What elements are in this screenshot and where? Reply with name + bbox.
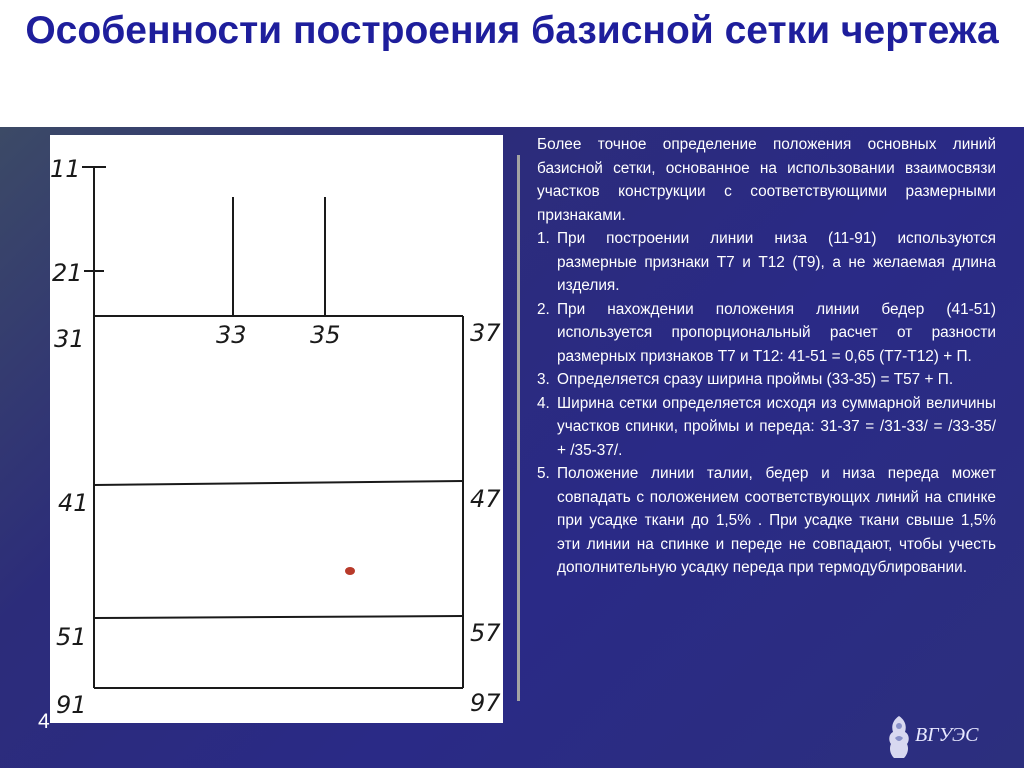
point-label-37: 37 [470,319,501,347]
list-item-number: 2. [537,300,550,318]
list-item-text: Определяется сразу ширина проймы (33-35) = Т57 + П. [557,371,954,388]
point-label-41: 41 [58,489,89,517]
point-label-33: 33 [216,321,247,349]
point-label-31: 31 [54,325,85,353]
list-item [537,392,996,463]
grid-line-51-57 [94,616,463,618]
list-item [537,298,996,369]
slide-title: Особенности построения базисной сетки чертежа [25,9,999,52]
point-label-97: 97 [470,689,501,717]
point-label-21: 21 [52,259,83,287]
page-number: 4 [38,710,50,733]
list-item-number: 1. [537,230,550,247]
point-label-11: 11 [50,155,81,183]
point-label-51: 51 [56,623,87,651]
list-item [537,227,996,298]
university-logo [885,712,995,762]
list-item-number: 3. [537,371,550,388]
point-label-57: 57 [470,619,501,647]
list-item-text: Ширина сетки определяется исходя из суммарной величины участков спинки, проймы и переда: 31-37 = /31-33/ = /33-35/ + /35-37/. [557,394,996,459]
list-item-text: При нахождении положения линии бедер (41-51) используется пропорциональный расчет от разности размерных признаков Т7 и Т12: 41-51 = 0,65 (Т7-Т12) + П. [557,300,996,365]
slide-header [0,0,1024,127]
basis-grid-drawing [50,135,503,723]
point-label-47: 47 [470,485,501,513]
grid-line-41-47 [94,481,463,485]
list-item [537,462,996,580]
list-item-text: Положение линии талии, бедер и низа переда может совпадать с положением соответствующих линий на спинке при усадке ткани до 1,5% . При усадке ткани свыше 1,5% эти линии на спинке и переде не совпадают, чтобы учесть дополнительную усадку переда при термодублировании. [557,465,996,576]
vertical-divider [517,155,520,701]
basis-grid-svg [50,135,503,723]
intro-paragraph: Более точное определение положения основных линий базисной сетки, основанное на использовании взаимосвязи участков конструкции с соответствующими размерными признаками. [537,136,996,224]
list-item-number: 5. [537,465,550,482]
point-label-91: 91 [56,691,87,719]
logo-text: ВГУЭС [915,724,979,746]
university-emblem-icon [885,714,913,762]
point-label-35: 35 [310,321,341,349]
list-item [537,368,996,392]
ink-spot [345,567,355,575]
list-item-text: При построении линии низа (11-91) используются размерные признаки Т7 и Т12 (Т9), а не желаемая длина изделия. [557,230,996,294]
description-text [537,133,996,580]
list-item-number: 4. [537,394,550,412]
